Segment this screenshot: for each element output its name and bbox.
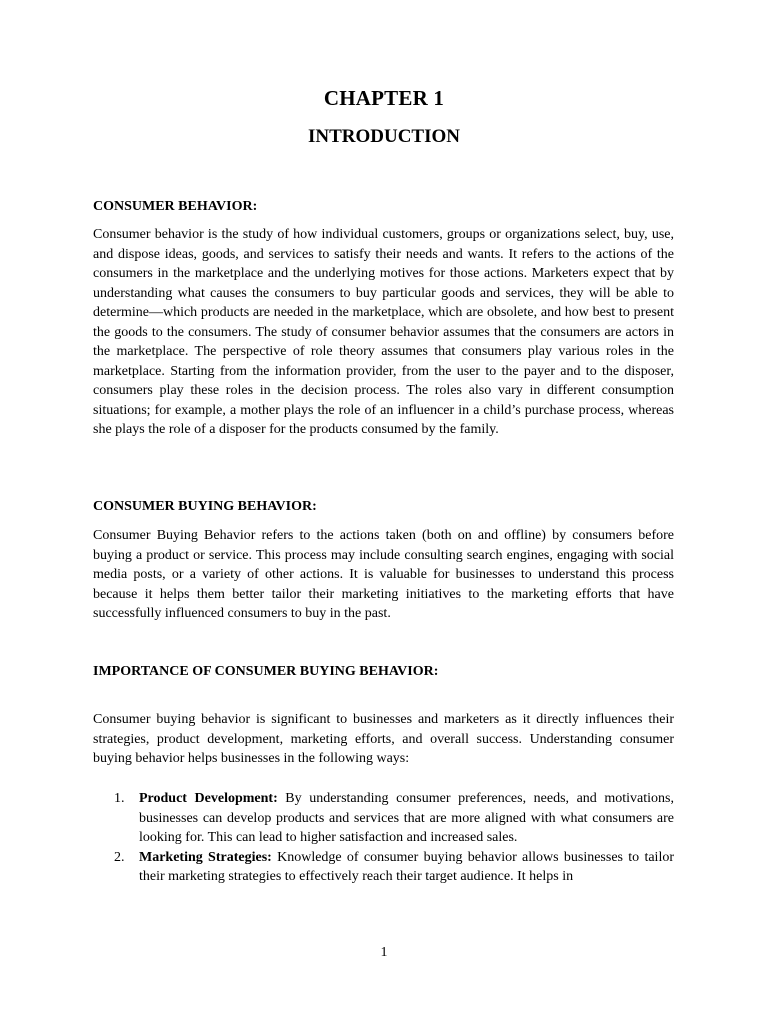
list-item (93, 789, 674, 848)
list-item-term: Product Development: (139, 791, 278, 806)
section-paragraph-consumer-behavior: Consumer behavior is the study of how individual customers, groups or organizations select, buy, use, and dispose ideas, goods, and services to satisfy their needs and wants. It refers to the actions of the consumers in the marketplace and the underlying motives for those actions. Marketers expect that by understanding what causes the consumers to buy particular goods and services, they will be able to determine—which products are needed in the marketplace, which are obsolete, and how best to present the goods to the consumers. The study of consumer behavior assumes that the consumers are actors in the marketplace. The perspective of role theory assumes that consumers play various roles in the marketplace. Starting from the information provider, from the user to the payer and to the disposer, consumers play these roles in the decision process. The roles also vary in different consumption situations; for example, a mother plays the role of an influencer in a child’s purchase process, whereas she plays the role of a disposer for the products consumed by the family. (93, 227, 674, 437)
section-heading-importance: IMPORTANCE OF CONSUMER BUYING BEHAVIOR: (93, 664, 439, 679)
page-number: 1 (380, 945, 388, 960)
list-item-number: 2. (114, 849, 125, 865)
section-paragraph-consumer-buying-behavior: Consumer Buying Behavior refers to the actions taken (both on and offline) by consumers before buying a product or service. This process may include consulting search engines, engaging with social media posts, or a variety of other actions. It is valuable for businesses to understand this process because it helps them better tailor their marketing initiatives to the marketing efforts that have successfully influenced consumers to buy in the past. (93, 528, 674, 621)
importance-list (93, 789, 674, 887)
section-heading-consumer-buying-behavior: CONSUMER BUYING BEHAVIOR: (93, 499, 317, 514)
chapter-title: CHAPTER 1 (323, 86, 445, 110)
section-paragraph-importance: Consumer buying behavior is significant to businesses and marketers as it directly influences their strategies, product development, marketing efforts, and overall success. Understanding consumer buying behavior helps businesses in the following ways: (93, 712, 674, 766)
chapter-subtitle: INTRODUCTION (307, 126, 461, 147)
list-item (93, 848, 674, 887)
list-item-text: By understanding consumer preferences, needs, and motivations, businesses can develop products and services that are more aligned with what consumers are looking for. This can lead to higher satisfaction and increased sales. (139, 791, 674, 845)
list-item-term: Marketing Strategies: (139, 849, 272, 865)
section-heading-consumer-behavior: CONSUMER BEHAVIOR: (93, 199, 258, 214)
list-item-number: 1. (114, 791, 125, 806)
list-item-text: Knowledge of consumer buying behavior allows businesses to tailor their marketing strategies to effectively reach their target audience. It helps in (139, 849, 674, 884)
